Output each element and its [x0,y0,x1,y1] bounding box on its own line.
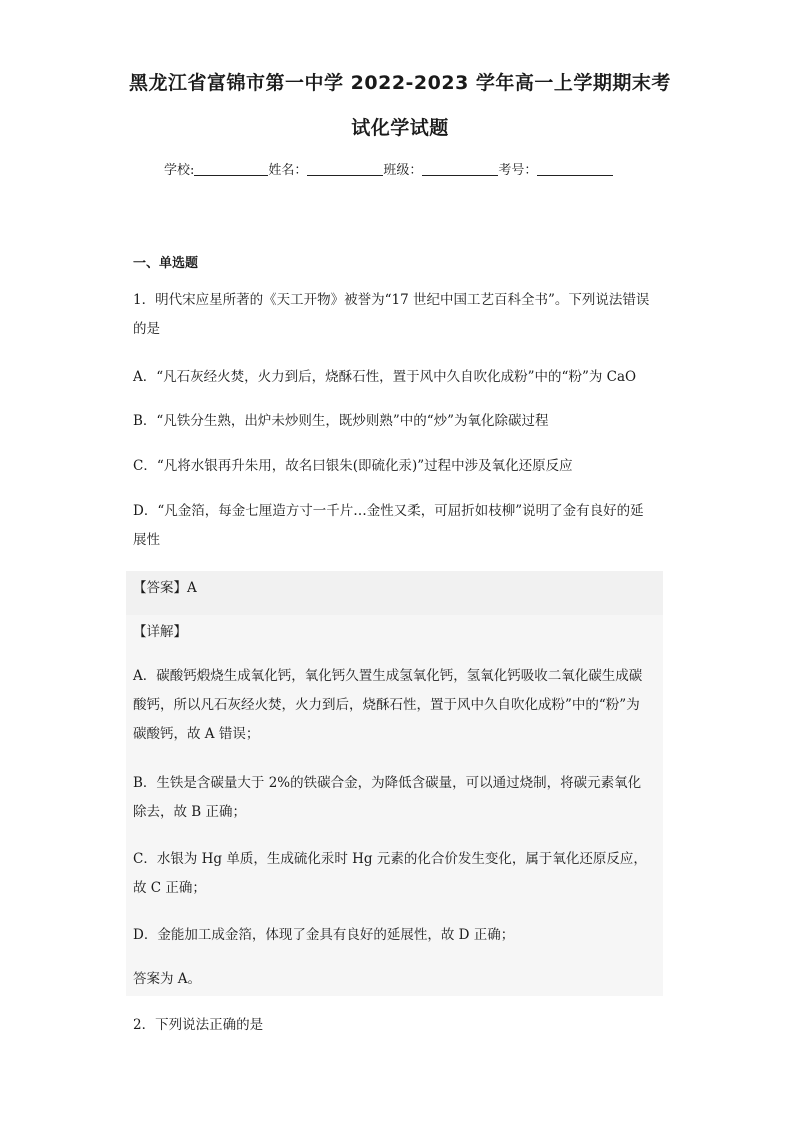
exam-title-line2: 试化学试题 [351,117,449,139]
question-1-stem-line1: 1．明代宋应星所著的《天工开物》被誉为“17 世纪中国工艺百科全书”。下列说法错误 [133,292,650,308]
question-1-option-d-line2: 展性 [133,532,160,548]
school-blank [194,161,268,176]
question-1-option-d [133,497,663,555]
name-blank [307,161,383,176]
question-1-detail-d: D．金能加工成金箔，体现了金具有良好的延展性，故 D 正确； [133,927,515,943]
question-1-detail-a [133,662,663,749]
question-1-option-a: A．“凡石灰经火焚，火力到后，烧酥石性，置于风中久自吹化成粉”中的“粉”为 CaO [133,369,637,385]
question-1-option-b: B．“凡铁分生熟，出炉未炒则生，既炒则熟”中的“炒”为氧化除碳过程 [133,413,549,429]
question-1-stem [133,286,663,344]
detail-a-line3: 碳酸钙，故 A 错误； [133,726,260,742]
detail-b-line1: B．生铁是含碳量大于 2%的铁碳合金，为降低含碳量，可以通过烧制，将碳元素氧化 [133,775,642,791]
number-blank [537,161,613,176]
student-info-row [164,159,613,178]
detail-c-line1: C．水银为 Hg 单质，生成硫化汞时 Hg 元素的化合价发生变化，属于氧化还原反应， [133,851,647,867]
number-label: 考号： [498,163,538,178]
detail-a-line2: 酸钙，所以凡石灰经火焚，火力到后，烧酥石性，置于风中久自吹化成粉”中的“粉”为 [133,697,640,713]
detail-a-line1: A．碳酸钙煅烧生成氧化钙，氧化钙久置生成氢氧化钙，氢氧化钙吸收二氧化碳生成碳 [133,668,643,684]
section-title: 一、单选题 [133,256,199,271]
question-1-answer: 【答案】A [133,580,197,596]
question-2-stem: 2．下列说法正确的是 [133,1017,264,1033]
question-1-conclusion: 答案为 A。 [133,971,202,987]
school-label: 学校: [164,163,195,178]
question-1-detail-c [133,845,663,903]
class-label: 班级： [383,163,423,178]
class-blank [422,161,498,176]
detail-c-line2: 故 C 正确； [133,880,206,896]
question-1-detail-b [133,769,663,827]
question-1-detail-label: 【详解】 [133,624,187,640]
exam-title-line1: 黑龙江省富锦市第一中学 2022-2023 学年高一上学期期末考 [129,72,671,94]
question-1-stem-line2: 的是 [133,321,160,337]
name-label: 姓名： [268,163,308,178]
question-1-option-c: C．“凡将水银再升朱用，故名曰银朱(即硫化汞)”过程中涉及氧化还原反应 [133,458,573,474]
question-1-option-d-line1: D．“凡金箔，每金七厘造方寸一千片…金性又柔，可屈折如枝柳”说明了金有良好的延 [133,503,644,519]
detail-b-line2: 除去，故 B 正确； [133,804,247,820]
